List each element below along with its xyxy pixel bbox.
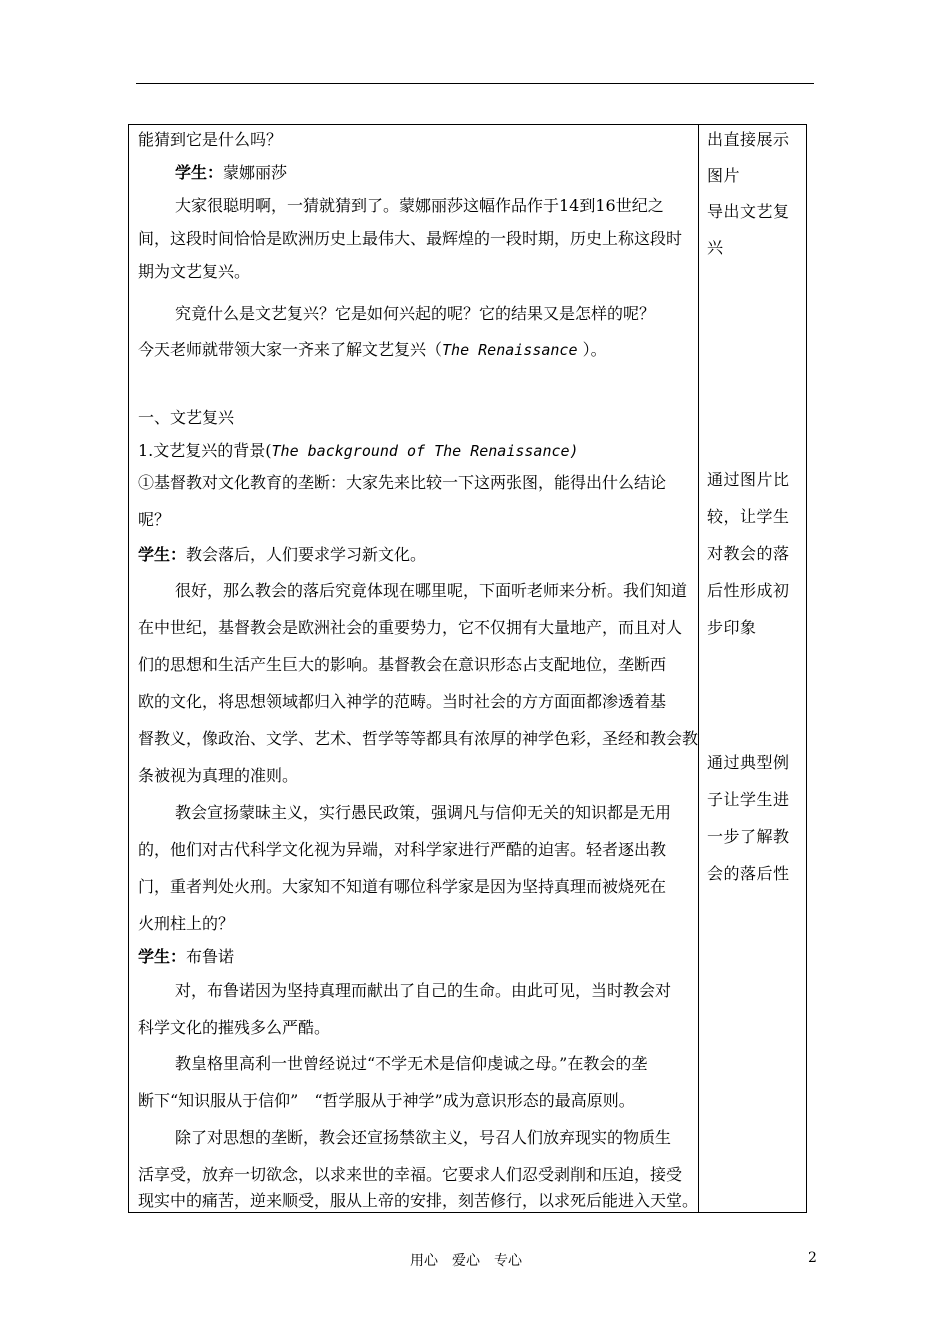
text-line: 大家很聪明啊，一猜就猜到了。蒙娜丽莎这幅作品作于14到16世纪之 <box>175 196 664 215</box>
text-line: 科学文化的摧残多么严酷。 <box>138 1018 331 1037</box>
header-rule <box>136 83 814 84</box>
footer-slogan: 用心 爱心 专心 <box>410 1253 522 1269</box>
text-line: 很好，那么教会的落后究竟体现在哪里呢，下面听老师来分析。我们知道 <box>175 581 688 600</box>
text-line: 教皇格里高利一世曾经说过“不学无术是信仰虔诚之母。”在教会的垄 <box>175 1054 648 1073</box>
note-line: 图片 <box>707 166 741 185</box>
text-line: 对，布鲁诺因为坚持真理而献出了自己的生命。由此可见，当时教会对 <box>175 981 672 1000</box>
lesson-table <box>128 124 807 1213</box>
note-line: 通过典型例 <box>707 753 790 772</box>
note-line: 兴 <box>707 238 724 257</box>
note-line: 后性形成初 <box>707 581 790 600</box>
text-line: 现实中的痛苦，逆来顺受，服从上帝的安排，刻苦修行，以求死后能进入天堂。 <box>138 1191 699 1210</box>
text-line: 能猜到它是什么吗？ <box>138 130 283 149</box>
note-line: 导出文艺复 <box>707 202 790 221</box>
text-line: 除了对思想的垄断，教会还宣扬禁欲主义，号召人们放弃现实的物质生 <box>175 1128 672 1147</box>
subsection-heading: 1.文艺复兴的背景(The background of The Renaissance) <box>138 441 579 460</box>
student-answer-line: 学生：蒙娜丽莎 <box>175 163 288 182</box>
text-line: 教会宣扬蒙昧主义，实行愚民政策，强调凡与信仰无关的知识都是无用 <box>175 803 672 822</box>
section-heading: 一、文艺复兴 <box>138 408 235 427</box>
student-answer-line: 学生：布鲁诺 <box>138 947 235 966</box>
text-line: 活享受，放弃一切欲念，以求来世的幸福。它要求人们忍受剥削和压迫，接受 <box>138 1165 683 1184</box>
text-line: ①基督教对文化教育的垄断：大家先来比较一下这两张图，能得出什么结论 <box>138 473 667 492</box>
text-line: 间，这段时间恰恰是欧洲历史上最伟大、最辉煌的一段时期，历史上称这段时 <box>138 229 683 248</box>
text-line: 在中世纪，基督教会是欧洲社会的重要势力，它不仅拥有大量地产，而且对人 <box>138 618 683 637</box>
note-line: 子让学生进 <box>707 790 790 809</box>
text-line: 期为文艺复兴。 <box>138 262 251 281</box>
column-divider <box>698 125 699 1212</box>
text-line: 火刑柱上的？ <box>138 914 235 933</box>
note-line: 步印象 <box>707 618 757 637</box>
text-line: 条被视为真理的准则。 <box>138 766 299 785</box>
note-line: 较，让学生 <box>707 507 790 526</box>
note-line: 会的落后性 <box>707 864 790 883</box>
text-line: 门，重者判处火刑。大家知不知道有哪位科学家是因为坚持真理而被烧死在 <box>138 877 667 896</box>
text-line: 呢？ <box>138 510 171 529</box>
student-answer-line: 学生：教会落后，人们要求学习新文化。 <box>138 545 427 564</box>
page-number: 2 <box>808 1250 817 1266</box>
note-line: 出直接展示 <box>707 130 790 149</box>
text-line: 欧的文化，将思想领域都归入神学的范畴。当时社会的方方面面都渗透着基 <box>138 692 667 711</box>
text-line: 究竟什么是文艺复兴？它是如何兴起的呢？它的结果又是怎样的呢？ <box>175 304 656 323</box>
text-line: 断下“知识服从于信仰” “哲学服从于神学”成为意识形态的最高原则。 <box>138 1091 635 1110</box>
note-line: 通过图片比 <box>707 470 790 489</box>
text-line: 督教义，像政治、文学、艺术、哲学等等都具有浓厚的神学色彩，圣经和教会教 <box>138 729 699 748</box>
text-line: 的，他们对古代科学文化视为异端，对科学家进行严酷的迫害。轻者逐出教 <box>138 840 667 859</box>
note-line: 一步了解教 <box>707 827 790 846</box>
text-line: 今天老师就带领大家一齐来了解文艺复兴（The Renaissance ）。 <box>138 340 607 359</box>
note-line: 对教会的落 <box>707 544 790 563</box>
text-line: 们的思想和生活产生巨大的影响。基督教会在意识形态占支配地位，垄断西 <box>138 655 667 674</box>
